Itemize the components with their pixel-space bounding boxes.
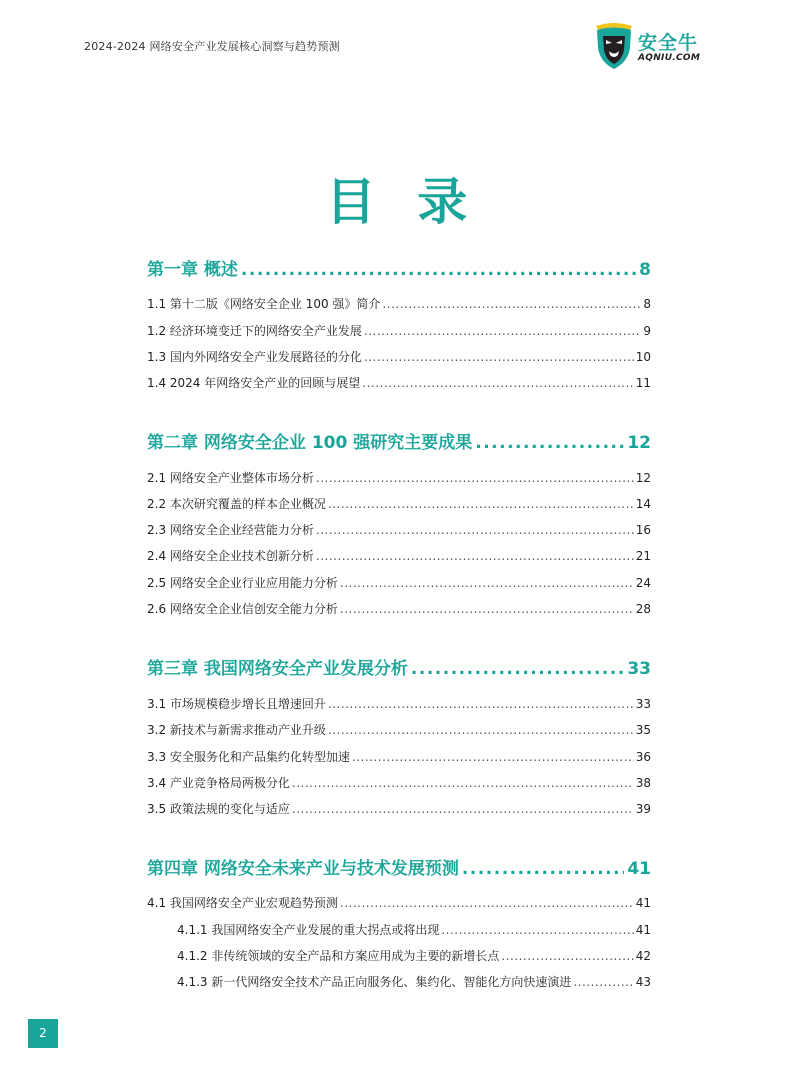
toc-entry[interactable] [147,774,651,791]
toc-entry[interactable] [147,800,651,817]
chapter-label: 第二章 网络安全企业 100 强研究主要成果 [147,433,473,453]
chapter-label: 第四章 网络安全未来产业与技术发展预测 [147,859,459,879]
entry-page: 10 [635,350,651,364]
leader-dots [364,324,641,338]
entry-label: 2.3 网络安全企业经营能力分析 [147,523,314,537]
entry-label: 2.5 网络安全企业行业应用能力分析 [147,576,338,590]
entry-label: 4.1.1 我国网络安全产业发展的重大拐点或将出现 [177,923,440,937]
toc-entry[interactable] [147,600,651,617]
leader-dots [462,859,624,879]
toc-entry[interactable] [147,547,651,564]
header-title: 2024-2024 网络安全产业发展核心洞察与趋势预测 [84,40,340,53]
leader-dots [441,923,633,937]
leader-dots [501,949,633,963]
leader-dots [573,975,633,989]
entry-page: 43 [635,975,651,989]
chapter-page: 41 [627,859,651,879]
entry-label: 2.4 网络安全企业技术创新分析 [147,549,314,563]
brand-logo [594,22,704,72]
entry-label: 3.5 政策法规的变化与适应 [147,802,290,816]
leader-dots [241,260,636,280]
toc-entry[interactable] [147,894,651,911]
leader-dots [475,433,624,453]
leader-dots [328,697,634,711]
entry-page: 9 [643,324,651,338]
entry-label: 3.1 市场规模稳步增长且增速回升 [147,697,326,711]
entry-page: 12 [635,471,651,485]
entry-label: 3.2 新技术与新需求推动产业升级 [147,723,326,737]
leader-dots [328,497,634,511]
logo-en-text: AQNIU.COM [638,53,701,63]
page-number-badge: 2 [28,1019,58,1048]
leader-dots [292,802,634,816]
leader-dots [340,576,634,590]
entry-page: 35 [635,723,651,737]
leader-dots [316,523,634,537]
leader-dots [292,776,634,790]
logo-cn-text: 安全牛 [638,32,699,54]
entry-label: 4.1.2 非传统领域的安全产品和方案应用成为主要的新增长点 [177,949,500,963]
leader-dots [382,297,641,311]
toc-entry[interactable] [147,721,651,738]
entry-page: 36 [635,750,651,764]
toc-entry[interactable] [147,495,651,512]
toc-entry[interactable] [147,322,651,339]
entry-page: 39 [635,802,651,816]
toc-entry[interactable] [147,295,651,312]
toc-chapter-4[interactable] [147,854,651,879]
toc-subentry[interactable] [177,947,651,964]
chapter-page: 12 [627,433,651,453]
entry-label: 4.1.3 新一代网络安全技术产品正向服务化、集约化、智能化方向快速演进 [177,975,572,989]
toc-subentry[interactable] [177,921,651,938]
entry-page: 28 [635,602,651,616]
leader-dots [352,750,634,764]
entry-label: 2.6 网络安全企业信创安全能力分析 [147,602,338,616]
entry-page: 42 [635,949,651,963]
entry-label: 1.2 经济环境变迁下的网络安全产业发展 [147,324,362,338]
leader-dots [328,723,634,737]
leader-dots [340,602,634,616]
leader-dots [340,896,634,910]
toc-subentry[interactable] [177,973,651,990]
toc-chapter-2[interactable] [147,428,651,453]
chapter-page: 33 [627,659,651,679]
leader-dots [316,471,634,485]
entry-label: 1.4 2024 年网络安全产业的回顾与展望 [147,376,361,390]
shield-bull-icon [594,22,634,70]
entry-label: 3.3 安全服务化和产品集约化转型加速 [147,750,350,764]
chapter-label: 第三章 我国网络安全产业发展分析 [147,659,408,679]
toc-title: 目 录 [325,173,480,231]
toc-entry[interactable] [147,695,651,712]
entry-label: 2.1 网络安全产业整体市场分析 [147,471,314,485]
entry-page: 8 [643,297,651,311]
leader-dots [362,376,633,390]
entry-page: 16 [635,523,651,537]
entry-label: 2.2 本次研究覆盖的样本企业概况 [147,497,326,511]
chapter-page: 8 [639,260,651,280]
toc-entry[interactable] [147,374,651,391]
entry-page: 11 [635,376,651,390]
entry-page: 24 [635,576,651,590]
leader-dots [364,350,634,364]
entry-label: 3.4 产业竞争格局两极分化 [147,776,290,790]
toc-entry[interactable] [147,748,651,765]
entry-page: 21 [635,549,651,563]
entry-page: 33 [635,697,651,711]
toc-chapter-1[interactable] [147,255,651,280]
toc-entry[interactable] [147,574,651,591]
leader-dots [411,659,624,679]
leader-dots [316,549,634,563]
entry-label: 1.1 第十二版《网络安全企业 100 强》简介 [147,297,381,311]
toc-entry[interactable] [147,521,651,538]
entry-page: 14 [635,497,651,511]
entry-page: 41 [635,896,651,910]
toc-chapter-3[interactable] [147,654,651,679]
toc-entry[interactable] [147,348,651,365]
entry-page: 38 [635,776,651,790]
toc-entry[interactable] [147,469,651,486]
entry-page: 41 [635,923,651,937]
entry-label: 1.3 国内外网络安全产业发展路径的分化 [147,350,362,364]
chapter-label: 第一章 概述 [147,260,238,280]
entry-label: 4.1 我国网络安全产业宏观趋势预测 [147,896,338,910]
